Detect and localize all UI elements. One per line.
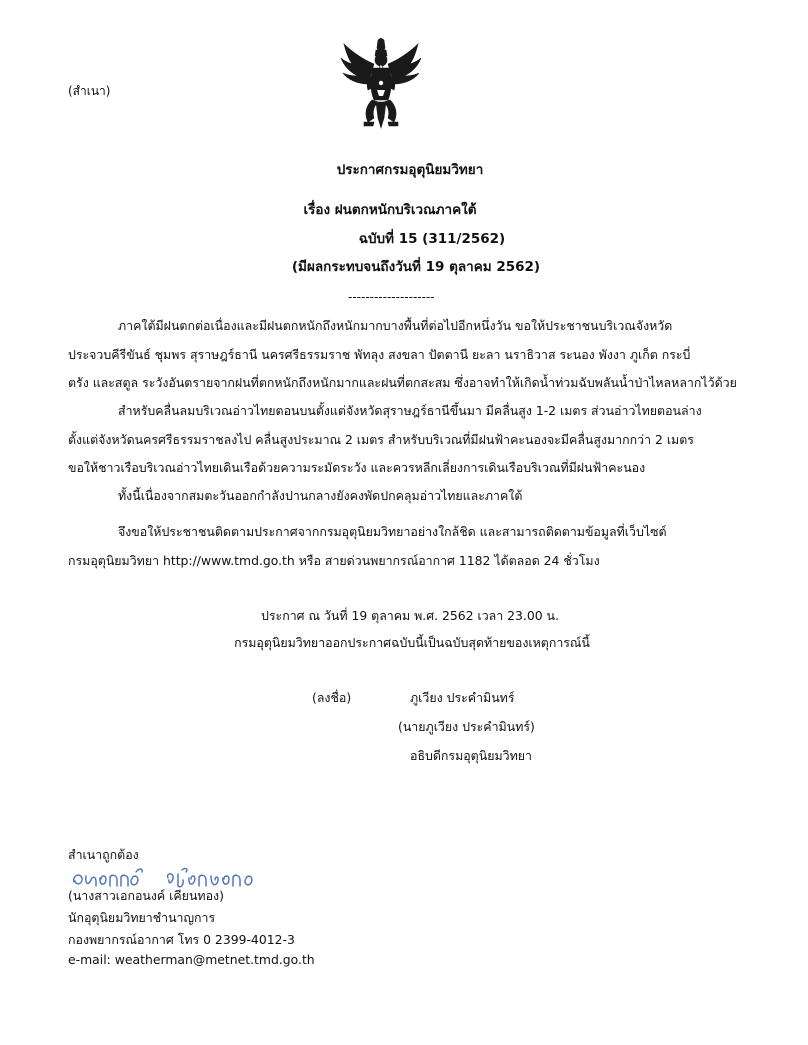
paragraph-line: กรมอุตุนิยมวิทยา http://www.tmd.go.th หรือ สายด่วนพยากรณ์อากาศ 1182 ได้ตลอด 24 ชั่วโมง	[68, 552, 600, 568]
signature-position: อธิบดีกรมอุตุนิยมวิทยา	[410, 748, 532, 763]
paragraph-line: ทั้งนี้เนื่องจากสมตะวันออกกำลังปานกลางยังคงพัดปกคลุมอ่าวไทยและภาคใต้	[118, 488, 523, 503]
garuda-emblem-icon	[340, 38, 422, 130]
paragraph-line: ขอให้ชาวเรือบริเวณอ่าวไทยเดินเรือด้วยความระมัดระวัง และควรหลีกเลี่ยงการเดินเรือบริเวณที่มีฝนฟ้าคะนอง	[68, 460, 646, 475]
certified-name: (นางสาวเอกอนงค์ เคียนทอง)	[68, 888, 224, 903]
signature-label: (ลงชื่อ)	[312, 690, 352, 705]
certified-title: สำเนาถูกต้อง	[68, 847, 139, 862]
paragraph-line: สำหรับคลื่นลมบริเวณอ่าวไทยตอนบนตั้งแต่จังหวัดสุราษฎร์ธานีขึ้นมา มีคลื่นสูง 1-2 เมตร ส่วนอ่าวไทยตอนล่าง	[118, 403, 702, 418]
copy-mark: (สำเนา)	[68, 84, 111, 98]
announcement-title: ประกาศกรมอุตุนิยมวิทยา	[336, 162, 484, 178]
certified-office: กองพยากรณ์อากาศ โทร 0 2399-4012-3	[68, 932, 295, 947]
paragraph-line: ตรัง และสตูล ระวังอันตรายจากฝนที่ตกหนักถึงหนักมากและฝนที่ตกสะสม ซึ่งอาจทำให้เกิดน้ำท่วมฉับพลันน้ำป่าไหลหลากไว้ด้วย	[68, 375, 737, 390]
signature-full-name: (นายภูเวียง ประคำมินทร์)	[398, 719, 535, 734]
announce-final-note: กรมอุตุนิยมวิทยาออกประกาศฉบับนี้เป็นฉบับสุดท้ายของเหตุการณ์นี้	[234, 635, 590, 650]
paragraph-line: ภาคใต้มีฝนตกต่อเนื่องและมีฝนตกหนักถึงหนักมากบางพื้นที่ต่อไปอีกหนึ่งวัน ขอให้ประชาชนบริเวณจังหวัด	[118, 318, 673, 333]
announcement-subject: เรื่อง ฝนตกหนักบริเวณภาคใต้	[303, 202, 477, 218]
paragraph-line: ประจวบคีรีขันธ์ ชุมพร สุราษฎร์ธานี นครศรีธรรมราช พัทลุง สงขลา ปัตตานี ยะลา นราธิวาส ระนอง พังงา ภูเก็ต กระบี่	[68, 346, 691, 362]
announcement-issue: ฉบับที่ 15 (311/2562)	[358, 231, 506, 247]
paragraph-line: ตั้งแต่จังหวัดนครศรีธรรมราชลงไป คลื่นสูงประมาณ 2 เมตร สำหรับบริเวณที่มีฝนฟ้าคะนองจะมีคลื่นสูงมากกว่า 2 เมตร	[68, 431, 694, 447]
certified-position: นักอุตุนิยมวิทยาชำนาญการ	[68, 910, 216, 925]
paragraph-follow-up	[68, 518, 750, 575]
announcement-effective: (มีผลกระทบจนถึงวันที่ 19 ตุลาคม 2562)	[291, 259, 541, 275]
paragraph-wave-warning	[68, 397, 750, 483]
separator-line: --------------------	[348, 290, 435, 304]
announce-date: ประกาศ ณ วันที่ 19 ตุลาคม พ.ศ. 2562 เวลา 23.00 น.	[261, 608, 559, 623]
paragraph-line: จึงขอให้ประชาชนติดตามประกาศจากกรมอุตุนิยมวิทยาอย่างใกล้ชิด และสามารถติดตามข้อมูลที่เว็บไซต์	[118, 524, 667, 539]
signature-name: ภูเวียง ประคำมินทร์	[410, 690, 515, 705]
paragraph-cause	[68, 482, 750, 511]
certified-email[interactable]: e-mail: weatherman@metnet.tmd.go.th	[68, 952, 315, 967]
paragraph-rain-warning	[68, 312, 750, 398]
